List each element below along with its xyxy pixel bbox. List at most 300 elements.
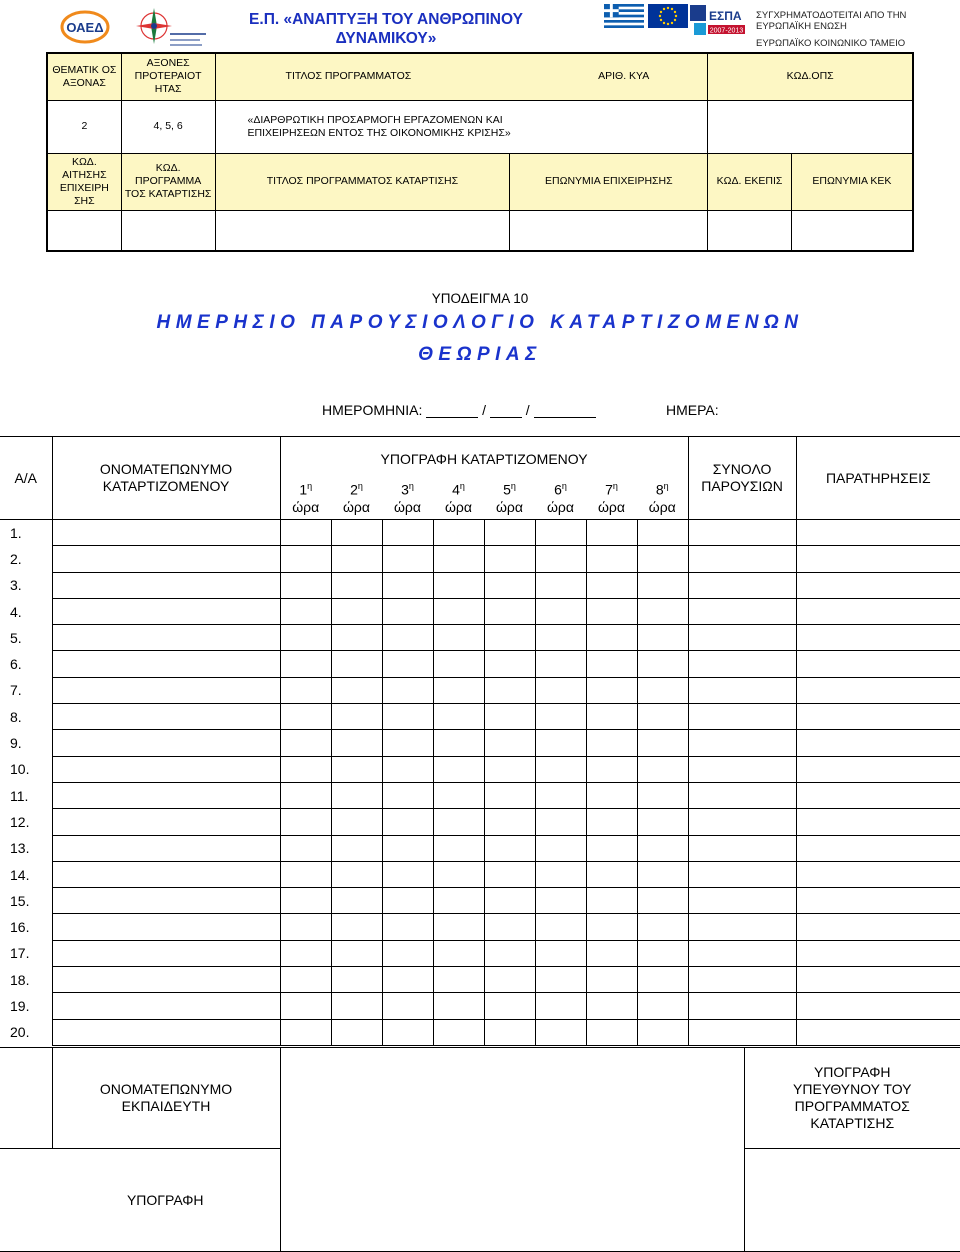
hour-6-signature-field[interactable] [535,677,586,703]
hour-3-signature-field[interactable] [382,520,433,546]
row-number: 13. [0,835,52,861]
trainee-name-field[interactable] [52,967,280,993]
trainee-name-field[interactable] [52,520,280,546]
total-attendance-field[interactable] [688,730,796,756]
hour-number: 4 [452,481,460,498]
hour-5-signature-field[interactable] [484,809,535,835]
total-attendance-field[interactable] [688,861,796,887]
oaed-logo [60,10,110,44]
notes-field[interactable] [796,993,960,1019]
footer-middle-field[interactable] [280,1048,744,1252]
total-attendance-field[interactable] [688,651,796,677]
hour-4-signature-field[interactable] [433,967,484,993]
row-number: 2. [0,546,52,572]
hour-5-signature-field[interactable] [484,598,535,624]
col-name-header [52,437,280,520]
hour-8-signature-field[interactable] [637,835,688,861]
row-number: 10. [0,756,52,782]
training-code-label: ΚΩΔ. ΠΡΟΓΡΑΜΜΑ ΤΟΣ ΚΑΤΑΡΤΙΣΗΣ [121,153,215,210]
compass-logo [130,4,208,50]
hour-6-signature-field[interactable] [535,888,586,914]
hour-4-signature-field[interactable] [433,546,484,572]
hour-ordinal: η [408,480,414,491]
hour-3-signature-field[interactable] [382,940,433,966]
total-attendance-field[interactable] [688,993,796,1019]
hour-8-signature-field[interactable] [637,677,688,703]
notes-field[interactable] [796,677,960,703]
hour-5-signature-field[interactable] [484,835,535,861]
hour-7-signature-field[interactable] [586,730,637,756]
greek-flag-icon [604,4,644,28]
sample-label: ΥΠΟΔΕΙΓΜΑ 10 [431,291,529,306]
hour-3-signature-field[interactable] [382,730,433,756]
hour-6-header [535,475,586,520]
table-row [0,835,960,861]
notes-field[interactable] [796,835,960,861]
hour-4-signature-field[interactable] [433,835,484,861]
hour-3-signature-field[interactable] [382,967,433,993]
col-name-header-line-2: ΚΑΤΑΡΤΙΖΟΜΕΝΟΥ [102,478,230,494]
hour-8-signature-field[interactable] [637,1019,688,1045]
col-name-header-line-1: ΟΝΟΜΑΤΕΠΩΝΥΜΟ [99,461,233,477]
hour-6-signature-field[interactable] [535,704,586,730]
trainee-name-field[interactable] [52,677,280,703]
hour-8-signature-field[interactable] [637,809,688,835]
notes-field[interactable] [796,914,960,940]
hour-5-signature-field[interactable] [484,756,535,782]
total-attendance-field[interactable] [688,782,796,808]
hour-2-signature-field[interactable] [331,756,382,782]
trainee-name-field[interactable] [52,1019,280,1045]
hour-2-signature-field[interactable] [331,835,382,861]
total-attendance-field[interactable] [688,888,796,914]
hour-3-signature-field[interactable] [382,756,433,782]
hour-4-signature-field[interactable] [433,704,484,730]
hour-3-signature-field[interactable] [382,782,433,808]
oaed-logo-text: ΟΑΕΔ [66,20,104,35]
table-row [0,1019,960,1045]
total-attendance-field[interactable] [688,520,796,546]
trainee-name-field[interactable] [52,835,280,861]
attendance-title: ΗΜΕΡΗΣΙΟ ΠΑΡΟΥΣΙΟΛΟΓΙΟ ΚΑΤΑΡΤΙΖΟΜΕΝΩΝ [156,312,804,333]
hour-1-signature-field[interactable] [280,940,331,966]
hour-8-signature-field[interactable] [637,940,688,966]
hour-7-signature-field[interactable] [586,861,637,887]
hour-7-signature-field[interactable] [586,677,637,703]
hour-6-signature-field[interactable] [535,572,586,598]
total-attendance-field[interactable] [688,677,796,703]
table-row [0,520,960,546]
company-name-label: ΕΠΩΝΥΜΙΑ ΕΠΙΧΕΙΡΗΣΗΣ [510,153,708,210]
hour-5-signature-field[interactable] [484,993,535,1019]
hour-2-header [331,475,382,520]
program-title: Ε.Π. «ΑΝΑΠΤΥΞΗ ΤΟΥ ΑΝΘΡΩΠΙΝΟΥ ΔΥΝΑΜΙΚΟΥ» [249,11,523,47]
hour-8-signature-field[interactable] [637,520,688,546]
notes-field[interactable] [796,1019,960,1045]
notes-field[interactable] [796,756,960,782]
hour-3-signature-field[interactable] [382,888,433,914]
trainee-name-field[interactable] [52,914,280,940]
hour-5-signature-field[interactable] [484,677,535,703]
hour-7-signature-field[interactable] [586,756,637,782]
responsible-line-3: ΠΡΟΓΡΑΜΜΑΤΟΣ [794,1098,910,1114]
hour-7-signature-field[interactable] [586,572,637,598]
hour-4-signature-field[interactable] [433,993,484,1019]
hour-5-signature-field[interactable] [484,546,535,572]
training-title-value [215,210,510,251]
espa-logo-text: ΕΣΠΑ [709,9,742,23]
notes-field[interactable] [796,967,960,993]
responsible-signature-field[interactable] [744,1149,960,1252]
hour-8-signature-field[interactable] [637,861,688,887]
hour-2-signature-field[interactable] [331,914,382,940]
date-year-field[interactable] [534,404,596,418]
hour-4-signature-field[interactable] [433,861,484,887]
hour-2-signature-field[interactable] [331,677,382,703]
row-number: 20. [0,1019,52,1045]
hour-4-signature-field[interactable] [433,782,484,808]
hour-number: 1 [299,481,308,498]
col-notes-header: ΠΑΡΑΤΗΡΗΣΕΙΣ [796,437,960,520]
hour-ordinal: η [307,480,313,491]
hour-7-signature-field[interactable] [586,809,637,835]
total-attendance-field[interactable] [688,598,796,624]
hour-3-signature-field[interactable] [382,677,433,703]
hour-8-signature-field[interactable] [637,546,688,572]
notes-field[interactable] [796,888,960,914]
hour-3-signature-field[interactable] [382,809,433,835]
hour-1-signature-field[interactable] [280,625,331,651]
row-number: 6. [0,651,52,677]
hour-2-signature-field[interactable] [331,625,382,651]
responsible-line-4: ΚΑΤΑΡΤΙΣΗΣ [810,1115,895,1131]
hour-4-signature-field[interactable] [433,520,484,546]
hour-4-signature-field[interactable] [433,572,484,598]
hour-2-signature-field[interactable] [331,651,382,677]
trainee-name-field[interactable] [52,993,280,1019]
hour-8-signature-field[interactable] [637,651,688,677]
hour-7-signature-field[interactable] [586,940,637,966]
notes-field[interactable] [796,730,960,756]
hour-7-signature-field[interactable] [586,967,637,993]
hour-8-signature-field[interactable] [637,967,688,993]
notes-field[interactable] [796,651,960,677]
program-title-value-text: «ΔΙΑΡΘΡΩΤΙΚΗ ΠΡΟΣΑΡΜΟΓΗ ΕΡΓΑΖΟΜΕΝΩΝ ΚΑΙ ΕΠΙΧΕΙΡΗΣΕΩΝ ΕΝΤΟΣ ΤΗΣ ΟΙΚΟΝΟΜΙΚΗΣ ΚΡΙΣΗΣ» [247,113,511,139]
trainee-name-field[interactable] [52,625,280,651]
program-title-label [215,53,708,100]
hour-8-signature-field[interactable] [637,993,688,1019]
hour-3-signature-field[interactable] [382,914,433,940]
cofund-line-2: ΕΥΡΩΠΑΪΚΗ ΕΝΩΣΗ [756,21,847,32]
responsible-line-2: ΥΠΕΥΘΥΝΟΥ ΤΟΥ [793,1081,912,1097]
hour-1-signature-field[interactable] [280,914,331,940]
footer-blank-left-2 [0,1149,52,1252]
notes-field[interactable] [796,861,960,887]
total-attendance-field[interactable] [688,835,796,861]
responsible-line-1: ΥΠΟΓΡΑΦΗ [813,1064,891,1080]
hour-7-signature-field[interactable] [586,704,637,730]
trainee-name-field[interactable] [52,888,280,914]
trainer-name-line-1: ΟΝΟΜΑΤΕΠΩΝΥΜΟ [99,1081,233,1097]
hour-4-signature-field[interactable] [433,651,484,677]
hour-2-signature-field[interactable] [331,940,382,966]
hour-1-signature-field[interactable] [280,782,331,808]
hour-8-signature-field[interactable] [637,756,688,782]
hour-8-signature-field[interactable] [637,572,688,598]
hour-3-signature-field[interactable] [382,704,433,730]
table-row [0,914,960,940]
hour-7-signature-field[interactable] [586,546,637,572]
hour-5-signature-field[interactable] [484,520,535,546]
espa-logo [690,3,746,39]
notes-field[interactable] [796,598,960,624]
hour-7-signature-field[interactable] [586,520,637,546]
hour-2-signature-field[interactable] [331,967,382,993]
hour-1-signature-field[interactable] [280,598,331,624]
hour-number: 5 [503,481,511,498]
hour-8-signature-field[interactable] [637,914,688,940]
hour-5-signature-field[interactable] [484,651,535,677]
hour-2-signature-field[interactable] [331,888,382,914]
hour-5-signature-field[interactable] [484,940,535,966]
hour-7-signature-field[interactable] [586,914,637,940]
hour-7-signature-field[interactable] [586,993,637,1019]
notes-field[interactable] [796,520,960,546]
hour-4-signature-field[interactable] [433,809,484,835]
trainee-name-field[interactable] [52,809,280,835]
hour-6-signature-field[interactable] [535,598,586,624]
hour-4-signature-field[interactable] [433,677,484,703]
notes-field[interactable] [796,625,960,651]
axis-value: 2 [47,100,121,153]
hour-2-signature-field[interactable] [331,572,382,598]
hour-1-signature-field[interactable] [280,1019,331,1045]
trainee-name-field[interactable] [52,572,280,598]
trainee-name-field[interactable] [52,756,280,782]
program-title-label-text: ΤΙΤΛΟΣ ΠΡΟΓΡΑΜΜΑΤΟΣ [285,70,412,83]
hour-4-signature-field[interactable] [433,888,484,914]
ops-label: ΚΩΔ.ΟΠΣ [708,53,913,100]
hour-8-signature-field[interactable] [637,782,688,808]
hour-3-signature-field[interactable] [382,546,433,572]
espa-years: 2007-2013 [709,27,744,35]
hour-2-signature-field[interactable] [331,993,382,1019]
hour-2-signature-field[interactable] [331,704,382,730]
priority-value: 4, 5, 6 [121,100,215,153]
hour-2-signature-field[interactable] [331,730,382,756]
hour-1-signature-field[interactable] [280,730,331,756]
hour-1-signature-field[interactable] [280,835,331,861]
hour-5-signature-field[interactable] [484,967,535,993]
hour-6-signature-field[interactable] [535,546,586,572]
hour-6-signature-field[interactable] [535,914,586,940]
total-attendance-field[interactable] [688,914,796,940]
table-row [0,861,960,887]
trainee-name-field[interactable] [52,546,280,572]
hour-8-signature-field[interactable] [637,888,688,914]
table-row [0,782,960,808]
date-line [322,402,596,418]
notes-field[interactable] [796,704,960,730]
kek-value [791,210,913,251]
hour-2-signature-field[interactable] [331,520,382,546]
total-attendance-field[interactable] [688,1019,796,1045]
hour-3-signature-field[interactable] [382,651,433,677]
hour-5-header [484,475,535,520]
hour-3-signature-field[interactable] [382,572,433,598]
priority-label: ΑΞΟΝΕΣ ΠΡΟΤΕΡΑΙΟΤ ΗΤΑΣ [121,53,215,100]
hour-2-signature-field[interactable] [331,861,382,887]
row-number: 11. [0,782,52,808]
trainee-name-field[interactable] [52,940,280,966]
table-row [0,940,960,966]
kya-label: ΑΡΙΘ. ΚΥΑ [598,70,650,83]
date-day-field[interactable] [426,404,478,418]
hour-6-signature-field[interactable] [535,809,586,835]
total-attendance-field[interactable] [688,625,796,651]
hour-7-signature-field[interactable] [586,782,637,808]
hour-2-signature-field[interactable] [331,809,382,835]
total-attendance-field[interactable] [688,572,796,598]
hour-6-signature-field[interactable] [535,730,586,756]
hour-6-signature-field[interactable] [535,1019,586,1045]
row-number: 4. [0,598,52,624]
trainee-name-field[interactable] [52,782,280,808]
col-aa-header: Α/Α [0,437,52,520]
hour-8-signature-field[interactable] [637,704,688,730]
hour-4-signature-field[interactable] [433,756,484,782]
notes-field[interactable] [796,940,960,966]
trainee-name-field[interactable] [52,651,280,677]
trainee-name-field[interactable] [52,598,280,624]
hour-5-signature-field[interactable] [484,782,535,808]
total-attendance-field[interactable] [688,704,796,730]
hour-5-signature-field[interactable] [484,888,535,914]
hour-word: ώρα [598,498,625,515]
notes-field[interactable] [796,546,960,572]
table-row [0,677,960,703]
day-label: ΗΜΕΡΑ: [666,402,719,418]
hour-3-signature-field[interactable] [382,861,433,887]
hour-6-signature-field[interactable] [535,756,586,782]
program-title-value [215,100,708,153]
trainer-name-label [52,1048,280,1149]
date-month-field[interactable] [490,404,522,418]
hour-6-signature-field[interactable] [535,861,586,887]
hour-6-signature-field[interactable] [535,625,586,651]
trainee-name-field[interactable] [52,730,280,756]
hour-3-signature-field[interactable] [382,625,433,651]
hour-4-signature-field[interactable] [433,940,484,966]
hour-3-signature-field[interactable] [382,1019,433,1045]
total-attendance-field[interactable] [688,940,796,966]
hour-8-signature-field[interactable] [637,730,688,756]
hour-7-signature-field[interactable] [586,625,637,651]
hour-7-signature-field[interactable] [586,1019,637,1045]
hour-7-signature-field[interactable] [586,651,637,677]
hour-1-signature-field[interactable] [280,967,331,993]
attendance-subtitle: ΘΕΩΡΙΑΣ [418,344,542,365]
hour-7-signature-field[interactable] [586,598,637,624]
hour-1-signature-field[interactable] [280,809,331,835]
hour-5-signature-field[interactable] [484,914,535,940]
hour-4-signature-field[interactable] [433,625,484,651]
hour-1-signature-field[interactable] [280,520,331,546]
hour-1-signature-field[interactable] [280,677,331,703]
trainer-signature-text: ΥΠΟΓΡΑΦΗ [126,1191,204,1208]
kek-label: ΕΠΩΝΥΜΙΑ ΚΕΚ [791,153,913,210]
hour-8-signature-field[interactable] [637,625,688,651]
hour-6-signature-field[interactable] [535,782,586,808]
total-attendance-field[interactable] [688,967,796,993]
hour-1-signature-field[interactable] [280,888,331,914]
hour-3-signature-field[interactable] [382,835,433,861]
table-row [0,967,960,993]
hour-1-signature-field[interactable] [280,861,331,887]
hour-3-signature-field[interactable] [382,993,433,1019]
hour-1-signature-field[interactable] [280,704,331,730]
hour-7-signature-field[interactable] [586,835,637,861]
hour-1-signature-field[interactable] [280,651,331,677]
hour-2-signature-field[interactable] [331,598,382,624]
table-row [0,651,960,677]
hour-1-signature-field[interactable] [280,572,331,598]
hour-5-signature-field[interactable] [484,572,535,598]
notes-field[interactable] [796,572,960,598]
hour-6-signature-field[interactable] [535,835,586,861]
hour-1-signature-field[interactable] [280,756,331,782]
col-total-header [688,437,796,520]
hour-3-signature-field[interactable] [382,598,433,624]
hour-2-signature-field[interactable] [331,782,382,808]
hour-5-signature-field[interactable] [484,730,535,756]
hour-4-signature-field[interactable] [433,1019,484,1045]
hour-5-signature-field[interactable] [484,704,535,730]
hour-6-signature-field[interactable] [535,993,586,1019]
total-attendance-field[interactable] [688,756,796,782]
hour-6-signature-field[interactable] [535,520,586,546]
hour-7-signature-field[interactable] [586,888,637,914]
hour-5-signature-field[interactable] [484,1019,535,1045]
notes-field[interactable] [796,782,960,808]
hour-5-signature-field[interactable] [484,861,535,887]
hour-4-signature-field[interactable] [433,730,484,756]
hour-1-header [280,475,331,520]
hour-6-signature-field[interactable] [535,940,586,966]
hour-4-signature-field[interactable] [433,598,484,624]
hour-2-signature-field[interactable] [331,1019,382,1045]
hour-4-signature-field[interactable] [433,914,484,940]
table-row [0,625,960,651]
hour-1-signature-field[interactable] [280,993,331,1019]
cofund-notice [756,10,956,49]
notes-field[interactable] [796,809,960,835]
row-number: 18. [0,967,52,993]
hour-8-signature-field[interactable] [637,598,688,624]
trainee-name-field[interactable] [52,861,280,887]
hour-6-signature-field[interactable] [535,651,586,677]
total-attendance-field[interactable] [688,809,796,835]
hour-5-signature-field[interactable] [484,625,535,651]
trainee-name-field[interactable] [52,704,280,730]
hour-ordinal: η [663,480,669,491]
cofund-line-1: ΣΥΓΧΡΗΜΑΤΟΔΟΤΕΙΤΑΙ ΑΠΟ ΤΗΝ [756,10,907,21]
hour-2-signature-field[interactable] [331,546,382,572]
hour-1-signature-field[interactable] [280,546,331,572]
hour-6-signature-field[interactable] [535,967,586,993]
total-attendance-field[interactable] [688,546,796,572]
row-number: 12. [0,809,52,835]
